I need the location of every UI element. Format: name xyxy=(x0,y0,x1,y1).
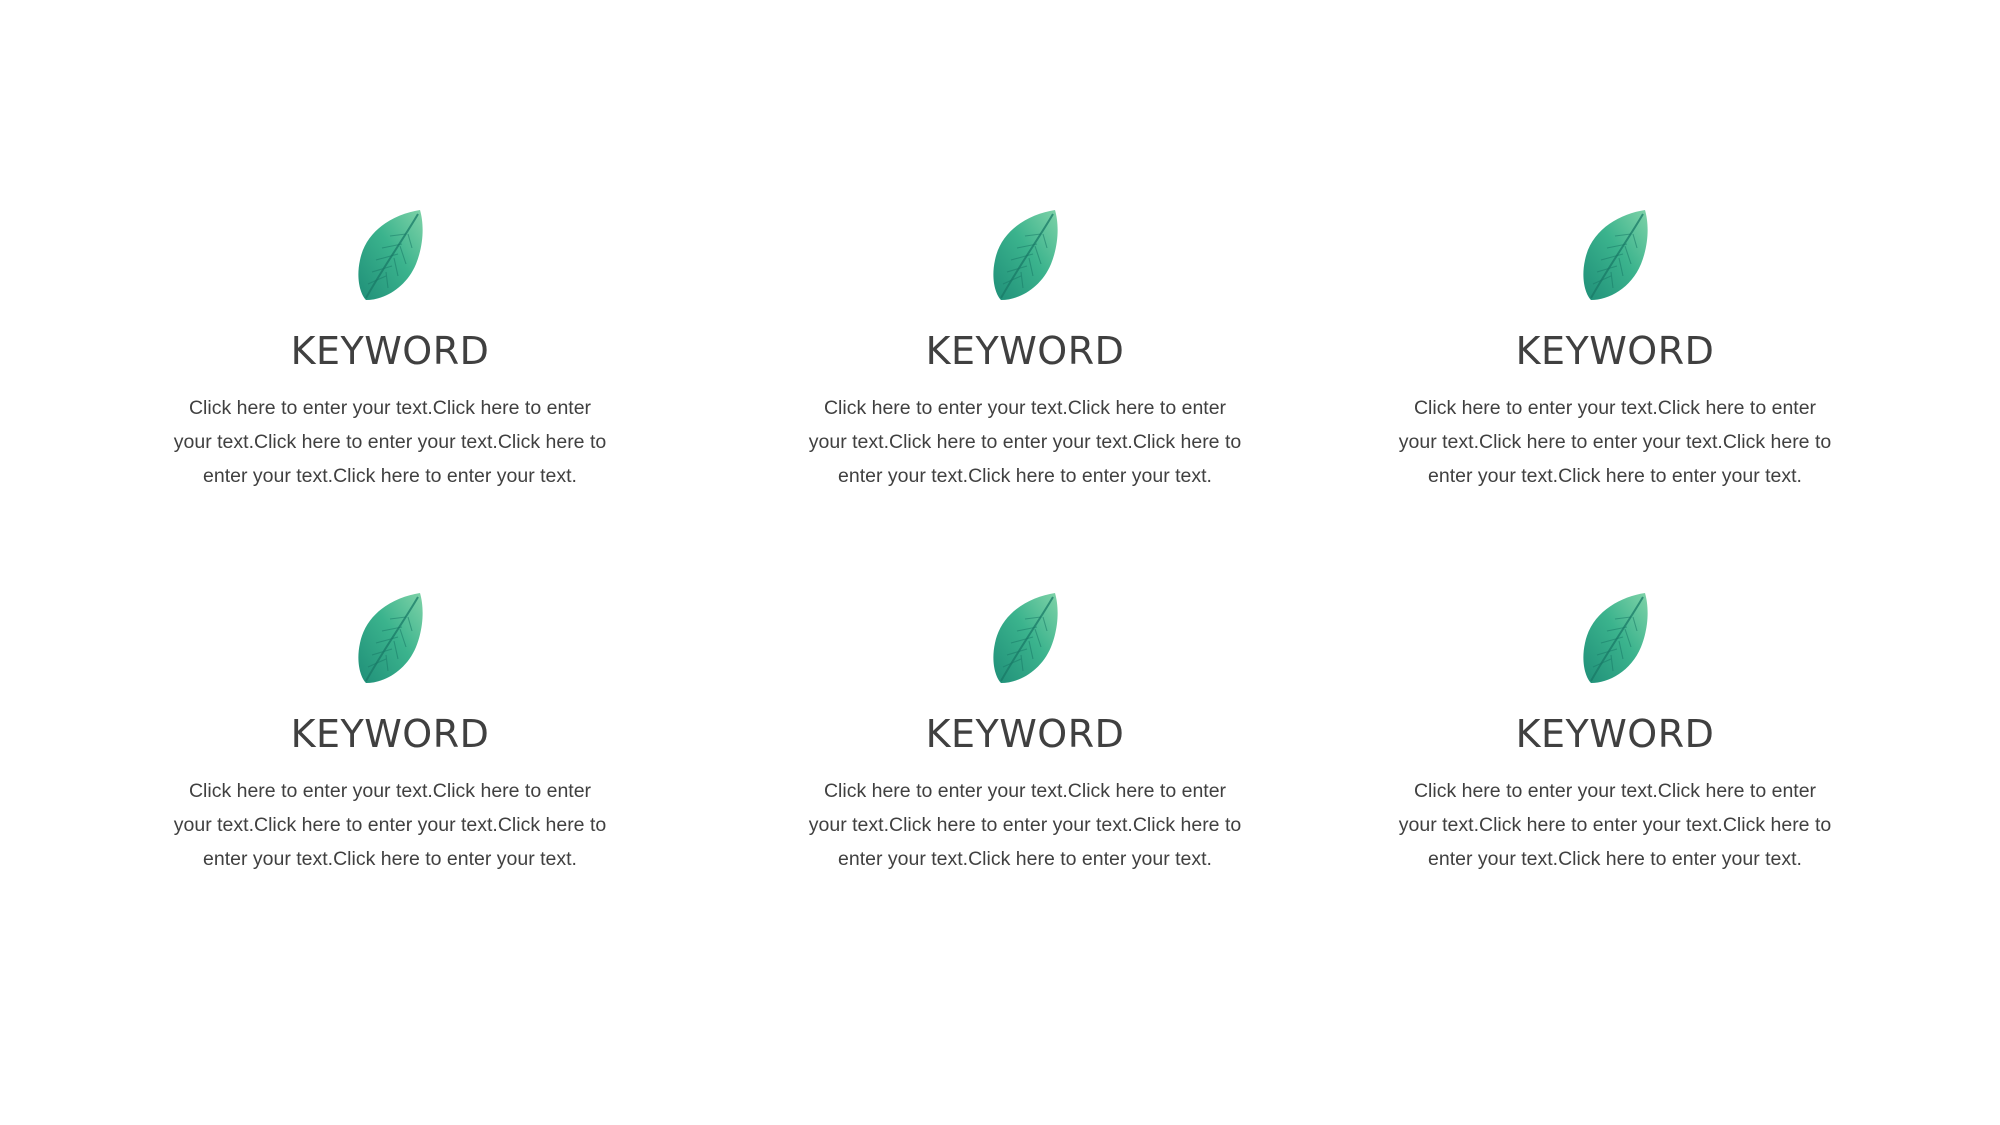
keyword-block-2 xyxy=(795,208,1255,493)
leaf-icon xyxy=(1579,591,1651,685)
keyword-block-4 xyxy=(160,591,620,876)
keyword-block-3 xyxy=(1385,208,1845,493)
leaf-icon xyxy=(989,208,1061,302)
leaf-icon xyxy=(1579,208,1651,302)
keyword-title[interactable]: KEYWORD xyxy=(1515,712,1715,756)
keyword-block-1 xyxy=(160,208,620,493)
keyword-title[interactable]: KEYWORD xyxy=(290,329,490,373)
keyword-title[interactable]: KEYWORD xyxy=(290,712,490,756)
keyword-title[interactable]: KEYWORD xyxy=(925,712,1125,756)
keyword-text[interactable]: Click here to enter your text.Click here to enter your text.Click here to enter your text.Click here to enter your text.Click here to enter your text. xyxy=(808,780,1242,870)
keyword-block-6 xyxy=(1385,591,1845,876)
leaf-icon xyxy=(354,208,426,302)
keyword-title[interactable]: KEYWORD xyxy=(925,329,1125,373)
keyword-text[interactable]: Click here to enter your text.Click here to enter your text.Click here to enter your text.Click here to enter your text.Click here to enter your text. xyxy=(808,397,1242,487)
keyword-text[interactable]: Click here to enter your text.Click here to enter your text.Click here to enter your text.Click here to enter your text.Click here to enter your text. xyxy=(173,780,607,870)
keyword-text[interactable]: Click here to enter your text.Click here to enter your text.Click here to enter your text.Click here to enter your text.Click here to enter your text. xyxy=(173,397,607,487)
keyword-title[interactable]: KEYWORD xyxy=(1515,329,1715,373)
keyword-block-5 xyxy=(795,591,1255,876)
leaf-icon xyxy=(354,591,426,685)
leaf-icon xyxy=(989,591,1061,685)
keyword-text[interactable]: Click here to enter your text.Click here to enter your text.Click here to enter your text.Click here to enter your text.Click here to enter your text. xyxy=(1398,397,1832,487)
keyword-text[interactable]: Click here to enter your text.Click here to enter your text.Click here to enter your text.Click here to enter your text.Click here to enter your text. xyxy=(1398,780,1832,870)
